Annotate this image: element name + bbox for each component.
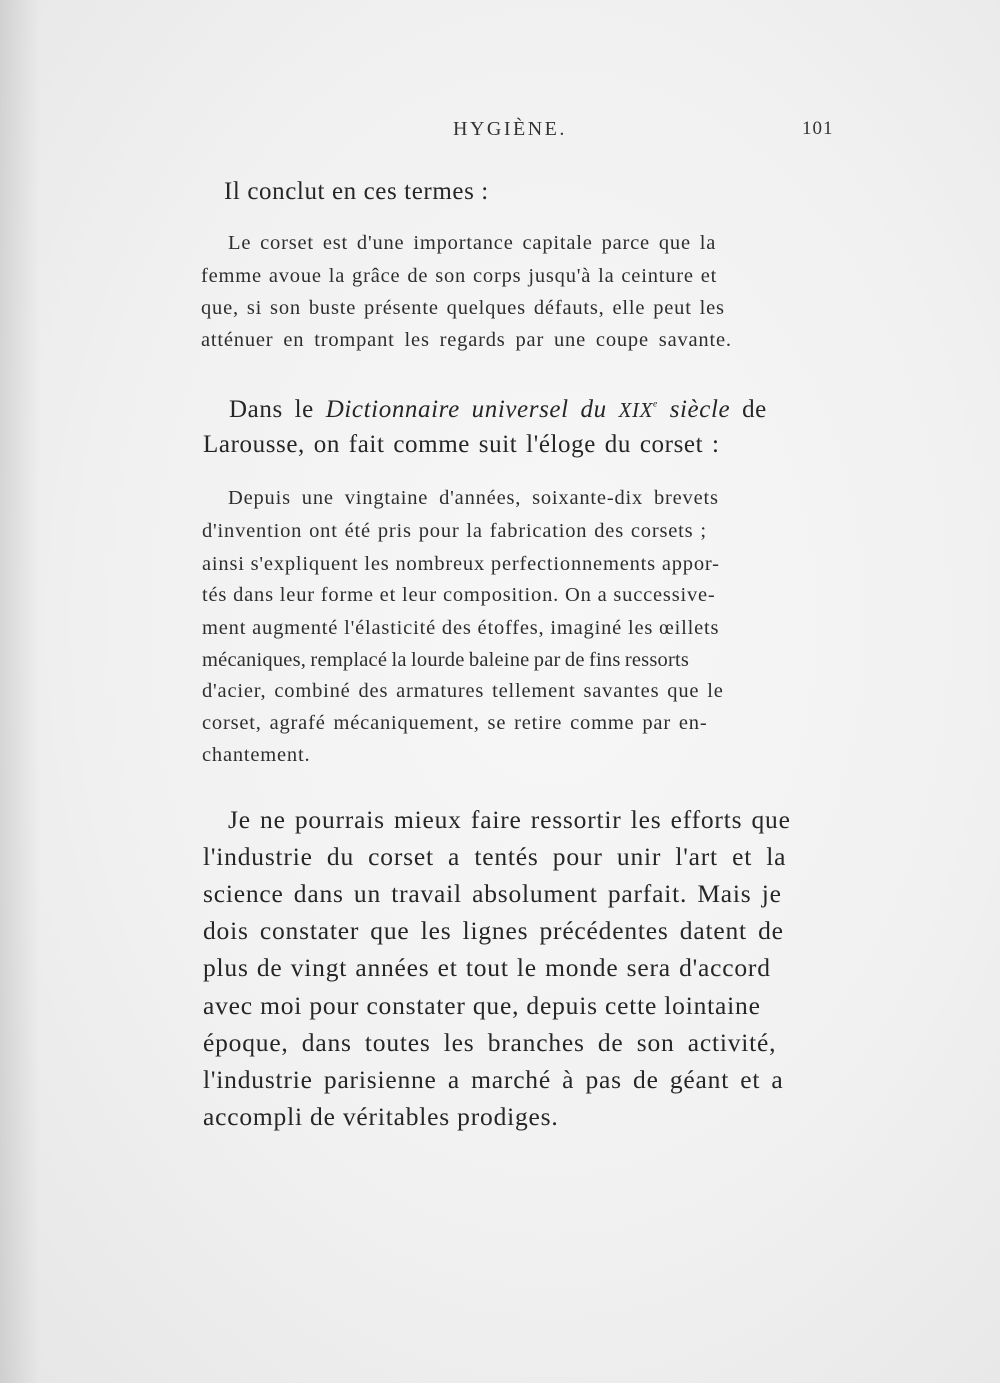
running-title: HYGIÈNE. [453,118,567,140]
quote2-line: chantement. [202,744,311,766]
para3-line: accompli de véritables prodiges. [203,1102,559,1131]
century-roman: XIX [618,398,654,422]
intro-line: Il conclut en ces termes : [224,178,489,205]
para2-line-1 [229,396,767,424]
quote2-line: mécaniques, remplacé la lourde baleine par de fins ressorts [202,649,690,671]
quote2-line: ainsi s'expliquent les nombreux perfectionnements appor- [202,553,720,575]
quote2-line: ment augmenté l'élasticité des étoffes, imaginé les œillets [202,617,720,639]
quote1-line: que, si son buste présente quelques défauts, elle peut les [201,297,725,319]
para3-line: l'industrie parisienne a marché à pas de géant et a [203,1065,784,1094]
para3-line: dois constater que les lignes précédentes datent de [203,916,784,945]
quote1-line: Le corset est d'une importance capitale parce que la [228,232,717,254]
quote2-line: corset, agrafé mécaniquement, se retire comme par en- [202,712,708,734]
quote2-line: d'acier, combiné des armatures tellement savantes que le [202,680,724,702]
dictionary-title: Dictionnaire universel du [325,396,607,423]
quote2-line: d'invention ont été pris pour la fabrication des corsets ; [202,520,707,542]
quote1-line: atténuer en trompant les regards par une coupe savante. [201,329,732,351]
siecle-word: siècle [669,396,731,423]
century-superscript: e [653,399,658,410]
gutter-shadow [0,0,40,1383]
century-numeral [619,398,658,422]
quote2-line: Depuis une vingtaine d'années, soixante-dix brevets [228,487,719,509]
para3-line: avec moi pour constater que, depuis cette lointaine [203,991,761,1020]
quote1-line: femme avoue la grâce de son corps jusqu'à la ceinture et [201,265,718,287]
para2-line-2: Larousse, on fait comme suit l'éloge du corset : [203,431,720,458]
running-head [0,118,1000,148]
para3-line: plus de vingt années et tout le monde sera d'accord [203,953,771,982]
para3-line: Je ne pourrais mieux faire ressortir les efforts que [228,805,791,834]
quote2-line: tés dans leur forme et leur composition. On a successive- [202,584,716,606]
para2-suffix: de [742,396,767,423]
page-number: 101 [802,118,834,139]
para3-line: science dans un travail absolument parfait. Mais je [203,879,782,908]
para3-line: époque, dans toutes les branches de son activité, [203,1028,777,1057]
para2-prefix: Dans le [229,396,314,423]
para3-line: l'industrie du corset a tentés pour unir l'art et la [203,842,787,871]
